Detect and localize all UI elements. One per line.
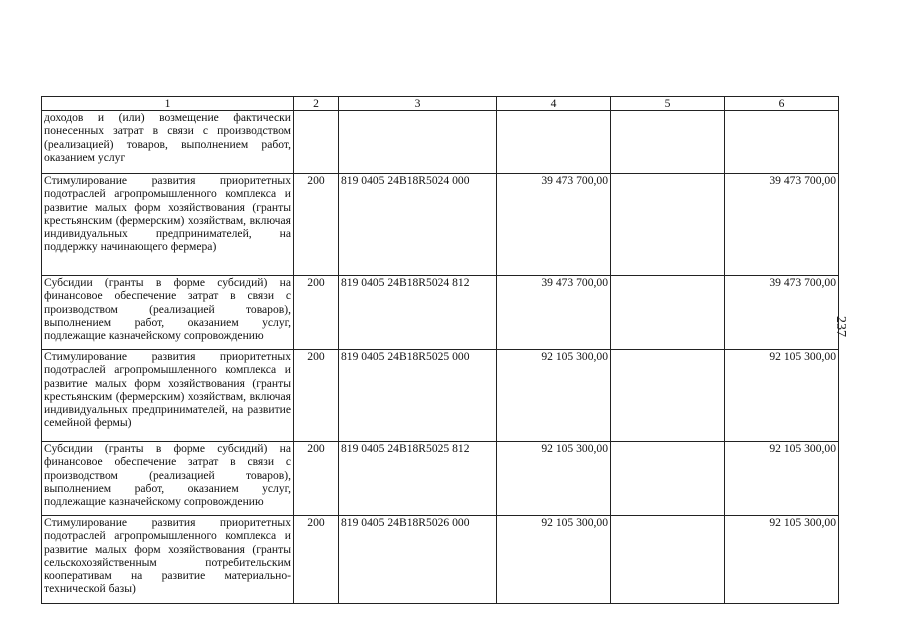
row-col2: 200 xyxy=(294,276,339,350)
row-amount-col4: 39 473 700,00 xyxy=(497,276,611,350)
row-amount-col4: 39 473 700,00 xyxy=(497,174,611,276)
row-amount-col5 xyxy=(611,442,725,516)
row-code: 819 0405 24B18R5025 812 xyxy=(339,442,497,516)
row-col2: 200 xyxy=(294,174,339,276)
column-header-3: 3 xyxy=(339,97,497,111)
table-row xyxy=(42,174,839,276)
row-description: Стимулирование развития приоритетных подотраслей агропромышленного комплекса и развитие малых форм хозяйствования (гранты сельскохозяйственным потребительским кооперативам на развитие материально-технической базы) xyxy=(42,516,294,604)
row-col2: 200 xyxy=(294,442,339,516)
row-amount-col4: 92 105 300,00 xyxy=(497,516,611,604)
row-amount-col5 xyxy=(611,174,725,276)
row-description: доходов и (или) возмещение фактически понесенных затрат в связи с производством (реализацией) товаров, выполнением работ, оказанием услуг xyxy=(42,111,294,174)
column-header-6: 6 xyxy=(725,97,839,111)
row-code: 819 0405 24B18R5024 000 xyxy=(339,174,497,276)
column-header-1: 1 xyxy=(42,97,294,111)
row-amount-col4 xyxy=(497,111,611,174)
page-number: 237 xyxy=(833,316,848,337)
row-amount-col4: 92 105 300,00 xyxy=(497,350,611,442)
table-row xyxy=(42,350,839,442)
table-header-row xyxy=(42,97,839,111)
row-amount-col5 xyxy=(611,276,725,350)
row-amount-col5 xyxy=(611,516,725,604)
row-col2: 200 xyxy=(294,516,339,604)
column-header-4: 4 xyxy=(497,97,611,111)
row-code xyxy=(339,111,497,174)
row-amount-col5 xyxy=(611,111,725,174)
row-amount-col6: 92 105 300,00 xyxy=(725,350,839,442)
table-row xyxy=(42,111,839,174)
row-col2: 200 xyxy=(294,350,339,442)
table-row xyxy=(42,516,839,604)
row-description: Стимулирование развития приоритетных подотраслей агропромышленного комплекса и развитие малых форм хозяйствования (гранты крестьянским (фермерским) хозяйствам, включая индивидуальных предпринимателей, на поддержку начинающего фермера) xyxy=(42,174,294,276)
row-code: 819 0405 24B18R5024 812 xyxy=(339,276,497,350)
row-description: Субсидии (гранты в форме субсидий) на финансовое обеспечение затрат в связи с производством (реализацией товаров), выполнением работ, оказанием услуг, подлежащие казначейскому сопровождению xyxy=(42,276,294,350)
row-amount-col6: 92 105 300,00 xyxy=(725,442,839,516)
row-code: 819 0405 24B18R5025 000 xyxy=(339,350,497,442)
row-amount-col4: 92 105 300,00 xyxy=(497,442,611,516)
column-header-2: 2 xyxy=(294,97,339,111)
row-description: Субсидии (гранты в форме субсидий) на финансовое обеспечение затрат в связи с производством (реализацией товаров), выполнением работ, оказанием услуг, подлежащие казначейскому сопровождению xyxy=(42,442,294,516)
row-amount-col6: 39 473 700,00 xyxy=(725,174,839,276)
table-row xyxy=(42,442,839,516)
row-amount-col6: 39 473 700,00 xyxy=(725,276,839,350)
column-header-5: 5 xyxy=(611,97,725,111)
budget-table xyxy=(41,96,839,604)
row-code: 819 0405 24B18R5026 000 xyxy=(339,516,497,604)
row-col2 xyxy=(294,111,339,174)
row-amount-col6: 92 105 300,00 xyxy=(725,516,839,604)
row-amount-col6 xyxy=(725,111,839,174)
table-row xyxy=(42,276,839,350)
row-amount-col5 xyxy=(611,350,725,442)
row-description: Стимулирование развития приоритетных подотраслей агропромышленного комплекса и развитие малых форм хозяйствования (гранты крестьянским (фермерским) хозяйствам, включая индивидуальных предпринимателей, на развитие семейной фермы) xyxy=(42,350,294,442)
